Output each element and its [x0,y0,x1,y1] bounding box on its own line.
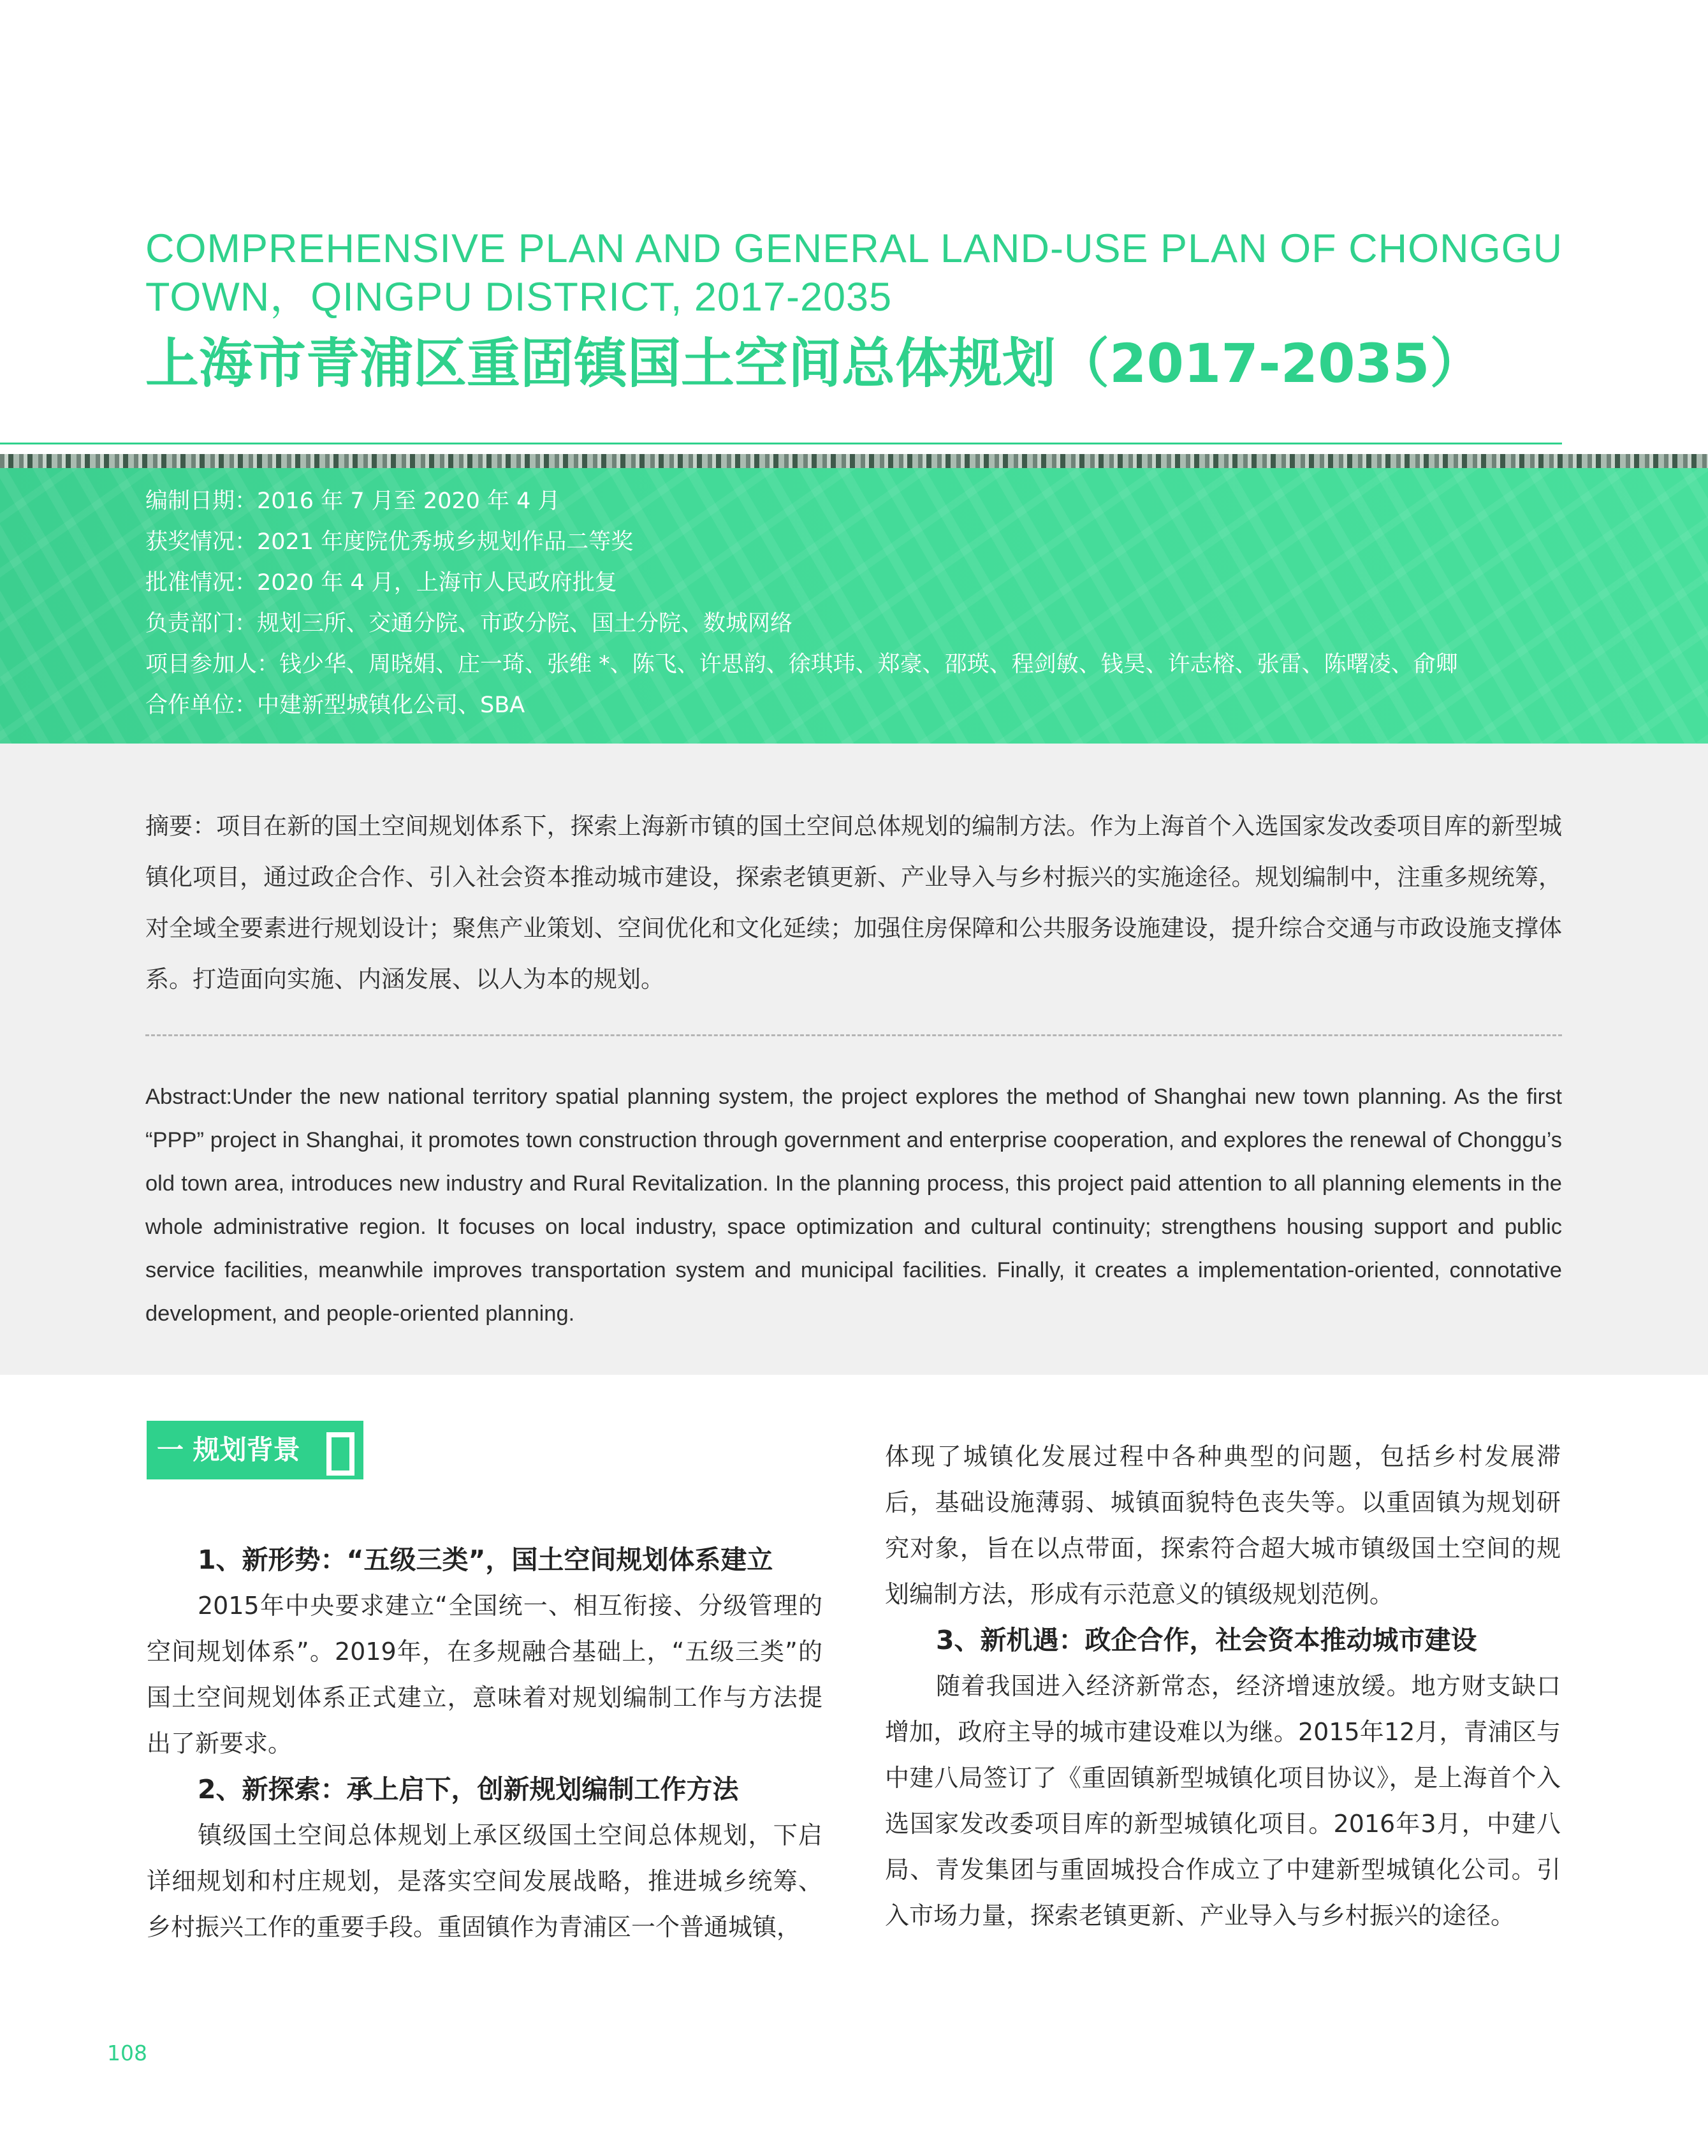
abstract-box [0,744,1708,1375]
page-number: 108 [107,2041,147,2065]
paragraph-new-opportunity: 随着我国进入经济新常态，经济增速放缓。地方财支缺口增加，政府主导的城市建设难以为继。2015年12月，青浦区与中建八局签订了《重固镇新型城镇化项目协议》，是上海首个入选国家发改委项目库的新型城镇化项目。2016年3月，中建八局、青发集团与重固城投合作成立了中建新型城镇化公司。引入市场力量，探索老镇更新、产业导入与乡村振兴的途径。 [885,1672,1561,1930]
paragraph-new-exploration-continued: 体现了城镇化发展过程中各种典型的问题，包括乡村发展滞后，基础设施薄弱、城镇面貌特色丧失等。以重固镇为规划研究对象，旨在以点带面，探索符合超大城市镇级国土空间的规划编制方法，形成有示范意义的镇级规划范例。 [885,1442,1561,1608]
body-column-right [885,1434,1561,1939]
section-tag-label: 一 规划背景 [157,1434,300,1465]
info-approval: 批准情况：2020 年 4 月，上海市人民政府批复 [145,570,617,596]
info-award: 获奖情况：2021 年度院优秀城乡规划作品二等奖 [145,529,634,555]
subheading-new-opportunity: 3、新机遇：政企合作，社会资本推动城市建设 [936,1625,1477,1655]
info-partners: 合作单位：中建新型城镇化公司、SBA [145,693,525,718]
subheading-new-exploration: 2、新探索：承上启下，创新规划编制工作方法 [198,1774,739,1805]
abstract-divider [145,1034,1562,1036]
abstract-chinese: 摘要：项目在新的国土空间规划体系下，探索上海新市镇的国土空间总体规划的编制方法。作为上海首个入选国家发改委项目库的新型城镇化项目，通过政企合作、引入社会资本推动城市建设，探索老镇更新、产业导入与乡村振兴的实施途径。规划编制中，注重多规统筹，对全域全要素进行规划设计；聚焦产业策划、空间优化和文化延续；加强住房保障和公共服务设施建设，提升综合交通与市政设施支撑体系。打造面向实施、内涵发展、以人为本的规划。 [145,812,1562,993]
project-info-list [145,481,1458,726]
info-compile-date: 编制日期：2016 年 7 月至 2020 年 4 月 [145,488,560,514]
abstract-english: Abstract:Under the new national territory spatial planning system, the project explores the method of Shanghai new town planning. As the first “PPP” project in Shanghai, it promotes town construction through government and enterprise cooperation, and explores the renewal of Chonggu’s old town area, introduces new industry and Rural Revitalization. In the planning process, this project paid attention to all planning elements in the whole administrative region. It focuses on local industry, space optimization and cultural continuity; strengthens housing support and public service facilities, meanwhile improves transportation system and municipal facilities. Finally, it creates a implementation-oriented, connotative development, and people-oriented planning. [145,1085,1562,1326]
title-divider [0,443,1562,444]
paragraph-new-exploration: 镇级国土空间总体规划上承区级国土空间总体规划，下启详细规划和村庄规划，是落实空间发展战略，推进城乡统筹、乡村振兴工作的重要手段。重固镇作为青浦区一个普通城镇， [147,1821,822,1941]
bracket-icon [326,1432,354,1476]
info-departments: 负责部门：规划三所、交通分院、市政分院、国土分院、数城网络 [145,611,793,636]
subheading-new-situation: 1、新形势：“五级三类”，国土空间规划体系建立 [198,1544,773,1575]
section-tag-background [147,1421,363,1479]
title-english: COMPREHENSIVE PLAN AND GENERAL LAND-USE PLAN OF CHONGGU TOWN，QINGPU DISTRICT, 2017-2035 [145,226,1563,319]
paragraph-new-situation: 2015年中央要求建立“全国统一、相互衔接、分级管理的空间规划体系”。2019年，在多规融合基础上，“五级三类”的国土空间规划体系正式建立，意味着对规划编制工作与方法提出了新要求。 [147,1592,822,1757]
aerial-photo-strip [0,454,1708,468]
info-participants: 项目参加人：钱少华、周晓娟、庄一琦、张维 *、陈飞、许思韵、徐琪玮、郑豪、邵瑛、程剑敏、钱昊、许志榕、张雷、陈曙凌、俞卿 [145,652,1458,677]
project-info-band [0,468,1708,744]
title-chinese: 上海市青浦区重固镇国土空间总体规划（2017-2035） [145,332,1484,395]
body-column-left [147,1421,822,1950]
